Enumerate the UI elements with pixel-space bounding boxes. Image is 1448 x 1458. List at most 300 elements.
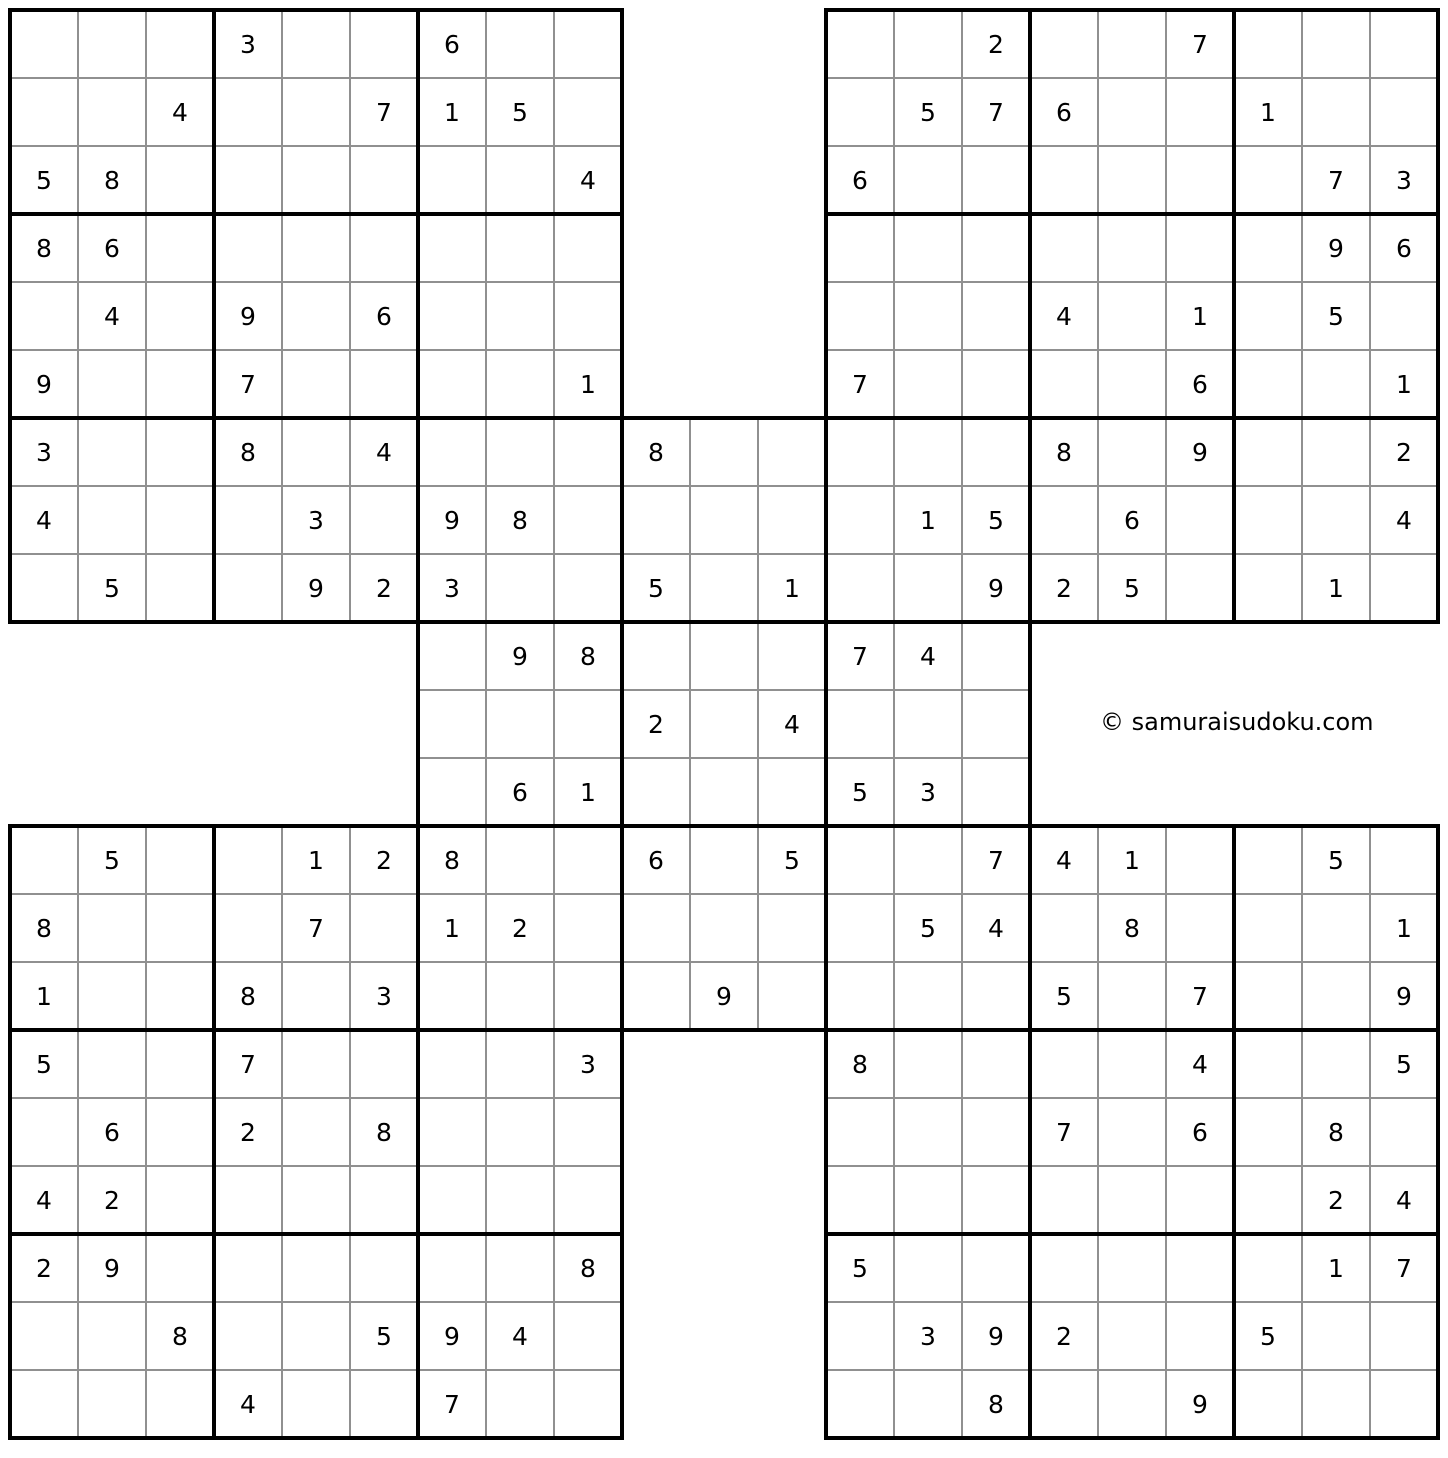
sudoku-cell-r10-c9: 2 — [622, 690, 690, 758]
sudoku-cell-r0-c7[interactable] — [486, 10, 554, 78]
sudoku-cell-r1-c15: 6 — [1030, 78, 1098, 146]
sudoku-cell-r12-c2[interactable] — [146, 826, 214, 894]
sudoku-cell-r15-c2[interactable] — [146, 1030, 214, 1098]
sudoku-cell-r3-c8[interactable] — [554, 214, 622, 282]
sudoku-cell-r9-c8: 8 — [554, 622, 622, 690]
sudoku-cell-r7-c8[interactable] — [554, 486, 622, 554]
sudoku-cell-r13-c8[interactable] — [554, 894, 622, 962]
sudoku-cell-r8-c18[interactable] — [1234, 554, 1302, 622]
sudoku-cell-r7-c6: 9 — [418, 486, 486, 554]
sudoku-cell-r7-c2[interactable] — [146, 486, 214, 554]
sudoku-cell-r12-c1: 5 — [78, 826, 146, 894]
sudoku-cell-r13-c2[interactable] — [146, 894, 214, 962]
sudoku-cell-r8-c19: 1 — [1302, 554, 1370, 622]
sudoku-cell-r2-c6[interactable] — [418, 146, 486, 214]
sudoku-cell-r3-c0: 8 — [10, 214, 78, 282]
sudoku-cell-r3-c1: 6 — [78, 214, 146, 282]
sudoku-cell-r14-c13[interactable] — [894, 962, 962, 1030]
sudoku-cell-r4-c6[interactable] — [418, 282, 486, 350]
sudoku-cell-r14-c10: 9 — [690, 962, 758, 1030]
sudoku-cell-r8-c13[interactable] — [894, 554, 962, 622]
sudoku-cell-r7-c18[interactable] — [1234, 486, 1302, 554]
sudoku-cell-r15-c19[interactable] — [1302, 1030, 1370, 1098]
sudoku-cell-r2-c17[interactable] — [1166, 146, 1234, 214]
sudoku-cell-r7-c4: 3 — [282, 486, 350, 554]
sudoku-cell-r18-c1: 9 — [78, 1234, 146, 1302]
sudoku-cell-r14-c15: 5 — [1030, 962, 1098, 1030]
sudoku-cell-r14-c1[interactable] — [78, 962, 146, 1030]
sudoku-cell-r18-c16[interactable] — [1098, 1234, 1166, 1302]
sudoku-cell-r12-c18[interactable] — [1234, 826, 1302, 894]
sudoku-cell-r12-c19: 5 — [1302, 826, 1370, 894]
sudoku-cell-r13-c12[interactable] — [826, 894, 894, 962]
sudoku-cell-r4-c13[interactable] — [894, 282, 962, 350]
sudoku-cell-r1-c16[interactable] — [1098, 78, 1166, 146]
sudoku-cell-r0-c19[interactable] — [1302, 10, 1370, 78]
sudoku-cell-r13-c1[interactable] — [78, 894, 146, 962]
sudoku-cell-r3-c5[interactable] — [350, 214, 418, 282]
sudoku-cell-r6-c16[interactable] — [1098, 418, 1166, 486]
sudoku-cell-r18-c4[interactable] — [282, 1234, 350, 1302]
sudoku-cell-r4-c4[interactable] — [282, 282, 350, 350]
sudoku-cell-r16-c16[interactable] — [1098, 1098, 1166, 1166]
sudoku-cell-r6-c11[interactable] — [758, 418, 826, 486]
sudoku-cell-r13-c5[interactable] — [350, 894, 418, 962]
sudoku-cell-r20-c18[interactable] — [1234, 1370, 1302, 1438]
sudoku-cell-r17-c14[interactable] — [962, 1166, 1030, 1234]
sudoku-cell-r5-c19[interactable] — [1302, 350, 1370, 418]
sudoku-cell-r16-c20[interactable] — [1370, 1098, 1438, 1166]
sudoku-cell-r17-c3[interactable] — [214, 1166, 282, 1234]
sudoku-cell-r3-c12[interactable] — [826, 214, 894, 282]
sudoku-cell-r3-c16[interactable] — [1098, 214, 1166, 282]
sudoku-cell-r17-c18[interactable] — [1234, 1166, 1302, 1234]
sudoku-cell-r15-c5[interactable] — [350, 1030, 418, 1098]
sudoku-cell-r8-c0[interactable] — [10, 554, 78, 622]
sudoku-cell-r12-c0[interactable] — [10, 826, 78, 894]
sudoku-cell-r18-c3[interactable] — [214, 1234, 282, 1302]
sudoku-cell-r8-c8[interactable] — [554, 554, 622, 622]
sudoku-cell-r14-c4[interactable] — [282, 962, 350, 1030]
sudoku-cell-r5-c2[interactable] — [146, 350, 214, 418]
sudoku-cell-r6-c12[interactable] — [826, 418, 894, 486]
sudoku-cell-r7-c19[interactable] — [1302, 486, 1370, 554]
sudoku-cell-r4-c16[interactable] — [1098, 282, 1166, 350]
sudoku-cell-r2-c0: 5 — [10, 146, 78, 214]
sudoku-cell-r7-c5[interactable] — [350, 486, 418, 554]
sudoku-cell-r17-c15[interactable] — [1030, 1166, 1098, 1234]
sudoku-cell-r19-c12[interactable] — [826, 1302, 894, 1370]
sudoku-cell-r13-c11[interactable] — [758, 894, 826, 962]
sudoku-cell-r14-c19[interactable] — [1302, 962, 1370, 1030]
sudoku-cell-r5-c20: 1 — [1370, 350, 1438, 418]
sudoku-cell-r1-c1[interactable] — [78, 78, 146, 146]
sudoku-cell-r2-c13[interactable] — [894, 146, 962, 214]
sudoku-cell-r18-c14[interactable] — [962, 1234, 1030, 1302]
sudoku-cell-r11-c9[interactable] — [622, 758, 690, 826]
sudoku-cell-r20-c0[interactable] — [10, 1370, 78, 1438]
sudoku-cell-r10-c10[interactable] — [690, 690, 758, 758]
sudoku-cell-r19-c17[interactable] — [1166, 1302, 1234, 1370]
sudoku-cell-r15-c14[interactable] — [962, 1030, 1030, 1098]
sudoku-cell-r5-c1[interactable] — [78, 350, 146, 418]
sudoku-cell-r14-c11[interactable] — [758, 962, 826, 1030]
sudoku-cell-r20-c5[interactable] — [350, 1370, 418, 1438]
sudoku-cell-r5-c6[interactable] — [418, 350, 486, 418]
sudoku-cell-r14-c6[interactable] — [418, 962, 486, 1030]
sudoku-cell-r14-c18[interactable] — [1234, 962, 1302, 1030]
sudoku-cell-r5-c7[interactable] — [486, 350, 554, 418]
sudoku-cell-r9-c12: 7 — [826, 622, 894, 690]
sudoku-cell-r14-c2[interactable] — [146, 962, 214, 1030]
sudoku-cell-r18-c5[interactable] — [350, 1234, 418, 1302]
sudoku-cell-r13-c20: 1 — [1370, 894, 1438, 962]
sudoku-cell-r5-c4[interactable] — [282, 350, 350, 418]
sudoku-cell-r1-c0[interactable] — [10, 78, 78, 146]
sudoku-cell-r20-c7[interactable] — [486, 1370, 554, 1438]
sudoku-cell-r3-c17[interactable] — [1166, 214, 1234, 282]
sudoku-cell-r1-c12[interactable] — [826, 78, 894, 146]
sudoku-cell-r5-c0: 9 — [10, 350, 78, 418]
sudoku-cell-r4-c2[interactable] — [146, 282, 214, 350]
sudoku-cell-r16-c14[interactable] — [962, 1098, 1030, 1166]
sudoku-cell-r18-c7[interactable] — [486, 1234, 554, 1302]
sudoku-cell-r12-c13[interactable] — [894, 826, 962, 894]
sudoku-cell-r7-c9[interactable] — [622, 486, 690, 554]
sudoku-cell-r20-c2[interactable] — [146, 1370, 214, 1438]
sudoku-cell-r8-c17[interactable] — [1166, 554, 1234, 622]
sudoku-cell-r13-c9[interactable] — [622, 894, 690, 962]
sudoku-cell-r12-c6: 8 — [418, 826, 486, 894]
sudoku-cell-r17-c4[interactable] — [282, 1166, 350, 1234]
sudoku-cell-r20-c1[interactable] — [78, 1370, 146, 1438]
sudoku-cell-r3-c4[interactable] — [282, 214, 350, 282]
sudoku-cell-r7-c11[interactable] — [758, 486, 826, 554]
sudoku-cell-r8-c16: 5 — [1098, 554, 1166, 622]
sudoku-cell-r6-c7[interactable] — [486, 418, 554, 486]
sudoku-cell-r15-c4[interactable] — [282, 1030, 350, 1098]
sudoku-cell-r3-c18[interactable] — [1234, 214, 1302, 282]
sudoku-cell-r16-c8[interactable] — [554, 1098, 622, 1166]
sudoku-cell-r16-c15: 7 — [1030, 1098, 1098, 1166]
sudoku-cell-r15-c13[interactable] — [894, 1030, 962, 1098]
sudoku-cell-r3-c13[interactable] — [894, 214, 962, 282]
sudoku-cell-r4-c1: 4 — [78, 282, 146, 350]
sudoku-cell-r10-c14[interactable] — [962, 690, 1030, 758]
sudoku-cell-r17-c16[interactable] — [1098, 1166, 1166, 1234]
sudoku-cell-r5-c5[interactable] — [350, 350, 418, 418]
sudoku-cell-r20-c20[interactable] — [1370, 1370, 1438, 1438]
sudoku-cell-r14-c8[interactable] — [554, 962, 622, 1030]
sudoku-cell-r18-c6[interactable] — [418, 1234, 486, 1302]
sudoku-cell-r14-c7[interactable] — [486, 962, 554, 1030]
sudoku-cell-r15-c18[interactable] — [1234, 1030, 1302, 1098]
sudoku-cell-r9-c11[interactable] — [758, 622, 826, 690]
sudoku-cell-r20-c19[interactable] — [1302, 1370, 1370, 1438]
sudoku-cell-r8-c12[interactable] — [826, 554, 894, 622]
sudoku-cell-r13-c3[interactable] — [214, 894, 282, 962]
sudoku-cell-r6-c10[interactable] — [690, 418, 758, 486]
sudoku-cell-r16-c13[interactable] — [894, 1098, 962, 1166]
sudoku-cell-r14-c9[interactable] — [622, 962, 690, 1030]
sudoku-cell-r19-c4[interactable] — [282, 1302, 350, 1370]
sudoku-cell-r20-c12[interactable] — [826, 1370, 894, 1438]
sudoku-cell-r8-c10[interactable] — [690, 554, 758, 622]
sudoku-cell-r19-c8[interactable] — [554, 1302, 622, 1370]
sudoku-cell-r10-c7[interactable] — [486, 690, 554, 758]
sudoku-cell-r12-c17[interactable] — [1166, 826, 1234, 894]
sudoku-cell-r5-c15[interactable] — [1030, 350, 1098, 418]
sudoku-cell-r1-c4[interactable] — [282, 78, 350, 146]
sudoku-cell-r7-c12[interactable] — [826, 486, 894, 554]
sudoku-cell-r20-c16[interactable] — [1098, 1370, 1166, 1438]
sudoku-cell-r14-c14[interactable] — [962, 962, 1030, 1030]
sudoku-cell-r17-c19: 2 — [1302, 1166, 1370, 1234]
sudoku-cell-r5-c14[interactable] — [962, 350, 1030, 418]
sudoku-cell-r19-c19[interactable] — [1302, 1302, 1370, 1370]
sudoku-cell-r19-c20[interactable] — [1370, 1302, 1438, 1370]
sudoku-cell-r16-c6[interactable] — [418, 1098, 486, 1166]
sudoku-cell-r11-c7: 6 — [486, 758, 554, 826]
sudoku-cell-r17-c2[interactable] — [146, 1166, 214, 1234]
sudoku-cell-r13-c10[interactable] — [690, 894, 758, 962]
sudoku-cell-r20-c13[interactable] — [894, 1370, 962, 1438]
sudoku-cell-r3-c2[interactable] — [146, 214, 214, 282]
sudoku-cell-r4-c8[interactable] — [554, 282, 622, 350]
sudoku-cell-r7-c3[interactable] — [214, 486, 282, 554]
sudoku-cell-r11-c14[interactable] — [962, 758, 1030, 826]
sudoku-cell-r1-c8[interactable] — [554, 78, 622, 146]
sudoku-cell-r15-c6[interactable] — [418, 1030, 486, 1098]
sudoku-cell-r5-c8: 1 — [554, 350, 622, 418]
sudoku-cell-r14-c16[interactable] — [1098, 962, 1166, 1030]
sudoku-cell-r13-c19[interactable] — [1302, 894, 1370, 962]
sudoku-cell-r20-c4[interactable] — [282, 1370, 350, 1438]
sudoku-cell-r18-c18[interactable] — [1234, 1234, 1302, 1302]
sudoku-cell-r9-c14[interactable] — [962, 622, 1030, 690]
sudoku-cell-r4-c14[interactable] — [962, 282, 1030, 350]
sudoku-cell-r3-c3[interactable] — [214, 214, 282, 282]
sudoku-cell-r10-c12[interactable] — [826, 690, 894, 758]
sudoku-cell-r14-c17: 7 — [1166, 962, 1234, 1030]
sudoku-cell-r2-c14[interactable] — [962, 146, 1030, 214]
sudoku-cell-r3-c14[interactable] — [962, 214, 1030, 282]
sudoku-cell-r9-c10[interactable] — [690, 622, 758, 690]
sudoku-cell-r3-c7[interactable] — [486, 214, 554, 282]
sudoku-cell-r17-c8[interactable] — [554, 1166, 622, 1234]
sudoku-cell-r0-c13[interactable] — [894, 10, 962, 78]
sudoku-cell-r10-c6[interactable] — [418, 690, 486, 758]
sudoku-cell-r0-c5[interactable] — [350, 10, 418, 78]
sudoku-cell-r16-c19: 8 — [1302, 1098, 1370, 1166]
sudoku-cell-r6-c3: 8 — [214, 418, 282, 486]
sudoku-cell-r4-c17: 1 — [1166, 282, 1234, 350]
sudoku-cell-r7-c1[interactable] — [78, 486, 146, 554]
sudoku-cell-r0-c16[interactable] — [1098, 10, 1166, 78]
sudoku-cell-r11-c6[interactable] — [418, 758, 486, 826]
sudoku-cell-r7-c15[interactable] — [1030, 486, 1098, 554]
sudoku-cell-r0-c12[interactable] — [826, 10, 894, 78]
sudoku-cell-r2-c15[interactable] — [1030, 146, 1098, 214]
sudoku-cell-r17-c5[interactable] — [350, 1166, 418, 1234]
sudoku-cell-r2-c4[interactable] — [282, 146, 350, 214]
sudoku-cell-r12-c12[interactable] — [826, 826, 894, 894]
sudoku-cell-r0-c8[interactable] — [554, 10, 622, 78]
sudoku-cell-r17-c13[interactable] — [894, 1166, 962, 1234]
sudoku-cell-r0-c20[interactable] — [1370, 10, 1438, 78]
sudoku-cell-r12-c10[interactable] — [690, 826, 758, 894]
sudoku-cell-r12-c3[interactable] — [214, 826, 282, 894]
sudoku-cell-r5-c16[interactable] — [1098, 350, 1166, 418]
sudoku-cell-r0-c18[interactable] — [1234, 10, 1302, 78]
sudoku-cell-r11-c11[interactable] — [758, 758, 826, 826]
sudoku-cell-r13-c17[interactable] — [1166, 894, 1234, 962]
sudoku-cell-r2-c5[interactable] — [350, 146, 418, 214]
sudoku-cell-r3-c15[interactable] — [1030, 214, 1098, 282]
sudoku-cell-r1-c3[interactable] — [214, 78, 282, 146]
sudoku-cell-r5-c18[interactable] — [1234, 350, 1302, 418]
sudoku-cell-r12-c8[interactable] — [554, 826, 622, 894]
sudoku-cell-r6-c19[interactable] — [1302, 418, 1370, 486]
sudoku-cell-r2-c7[interactable] — [486, 146, 554, 214]
sudoku-cell-r17-c6[interactable] — [418, 1166, 486, 1234]
sudoku-cell-r11-c10[interactable] — [690, 758, 758, 826]
sudoku-cell-r16-c12[interactable] — [826, 1098, 894, 1166]
sudoku-cell-r19-c6: 9 — [418, 1302, 486, 1370]
sudoku-cell-r1-c17[interactable] — [1166, 78, 1234, 146]
sudoku-cell-r4-c12[interactable] — [826, 282, 894, 350]
sudoku-cell-r19-c1[interactable] — [78, 1302, 146, 1370]
sudoku-cell-r15-c0: 5 — [10, 1030, 78, 1098]
sudoku-cell-r16-c0[interactable] — [10, 1098, 78, 1166]
sudoku-cell-r8-c7[interactable] — [486, 554, 554, 622]
sudoku-cell-r16-c18[interactable] — [1234, 1098, 1302, 1166]
sudoku-cell-r15-c7[interactable] — [486, 1030, 554, 1098]
sudoku-cell-r6-c15: 8 — [1030, 418, 1098, 486]
sudoku-cell-r15-c3: 7 — [214, 1030, 282, 1098]
sudoku-cell-r6-c13[interactable] — [894, 418, 962, 486]
sudoku-cell-r17-c1: 2 — [78, 1166, 146, 1234]
sudoku-cell-r3-c6[interactable] — [418, 214, 486, 282]
sudoku-cell-r18-c13[interactable] — [894, 1234, 962, 1302]
sudoku-cell-r13-c15[interactable] — [1030, 894, 1098, 962]
sudoku-cell-r11-c8: 1 — [554, 758, 622, 826]
sudoku-cell-r10-c8[interactable] — [554, 690, 622, 758]
sudoku-cell-r4-c0[interactable] — [10, 282, 78, 350]
sudoku-cell-r19-c3[interactable] — [214, 1302, 282, 1370]
sudoku-cell-r10-c13[interactable] — [894, 690, 962, 758]
sudoku-cell-r2-c3[interactable] — [214, 146, 282, 214]
sudoku-cell-r7-c7: 8 — [486, 486, 554, 554]
sudoku-cell-r16-c2[interactable] — [146, 1098, 214, 1166]
sudoku-cell-r1-c19[interactable] — [1302, 78, 1370, 146]
sudoku-cell-r8-c11: 1 — [758, 554, 826, 622]
sudoku-cell-r6-c8[interactable] — [554, 418, 622, 486]
sudoku-cell-r14-c0: 1 — [10, 962, 78, 1030]
sudoku-cell-r0-c1[interactable] — [78, 10, 146, 78]
sudoku-cell-r5-c12: 7 — [826, 350, 894, 418]
sudoku-cell-r16-c3: 2 — [214, 1098, 282, 1166]
sudoku-cell-r6-c1[interactable] — [78, 418, 146, 486]
sudoku-cell-r2-c16[interactable] — [1098, 146, 1166, 214]
sudoku-cell-r6-c4[interactable] — [282, 418, 350, 486]
sudoku-cell-r6-c2[interactable] — [146, 418, 214, 486]
sudoku-cell-r1-c18: 1 — [1234, 78, 1302, 146]
sudoku-cell-r8-c14: 9 — [962, 554, 1030, 622]
sudoku-cell-r0-c0[interactable] — [10, 10, 78, 78]
sudoku-cell-r7-c10[interactable] — [690, 486, 758, 554]
sudoku-cell-r4-c18[interactable] — [1234, 282, 1302, 350]
sudoku-cell-r6-c9: 8 — [622, 418, 690, 486]
sudoku-cell-r18-c17[interactable] — [1166, 1234, 1234, 1302]
sudoku-cell-r9-c13: 4 — [894, 622, 962, 690]
sudoku-cell-r1-c20[interactable] — [1370, 78, 1438, 146]
sudoku-cell-r13-c18[interactable] — [1234, 894, 1302, 962]
sudoku-cell-r17-c7[interactable] — [486, 1166, 554, 1234]
sudoku-cell-r20-c8[interactable] — [554, 1370, 622, 1438]
sudoku-cell-r1-c13: 5 — [894, 78, 962, 146]
sudoku-cell-r12-c7[interactable] — [486, 826, 554, 894]
sudoku-cell-r4-c3: 9 — [214, 282, 282, 350]
sudoku-cell-r18-c12: 5 — [826, 1234, 894, 1302]
sudoku-cell-r6-c14[interactable] — [962, 418, 1030, 486]
sudoku-cell-r18-c2[interactable] — [146, 1234, 214, 1302]
sudoku-cell-r15-c1[interactable] — [78, 1030, 146, 1098]
sudoku-cell-r0-c4[interactable] — [282, 10, 350, 78]
sudoku-cell-r17-c20: 4 — [1370, 1166, 1438, 1234]
sudoku-cell-r19-c0[interactable] — [10, 1302, 78, 1370]
sudoku-cell-r15-c17: 4 — [1166, 1030, 1234, 1098]
sudoku-cell-r2-c2[interactable] — [146, 146, 214, 214]
sudoku-cell-r6-c18[interactable] — [1234, 418, 1302, 486]
sudoku-cell-r17-c17[interactable] — [1166, 1166, 1234, 1234]
sudoku-cell-r7-c17[interactable] — [1166, 486, 1234, 554]
sudoku-cell-r18-c15[interactable] — [1030, 1234, 1098, 1302]
sudoku-cell-r5-c13[interactable] — [894, 350, 962, 418]
sudoku-cell-r15-c15[interactable] — [1030, 1030, 1098, 1098]
sudoku-cell-r4-c5: 6 — [350, 282, 418, 350]
sudoku-cell-r20-c14: 8 — [962, 1370, 1030, 1438]
sudoku-cell-r20-c15[interactable] — [1030, 1370, 1098, 1438]
sudoku-cell-r9-c9[interactable] — [622, 622, 690, 690]
sudoku-cell-r14-c3: 8 — [214, 962, 282, 1030]
sudoku-cell-r8-c20[interactable] — [1370, 554, 1438, 622]
sudoku-cell-r12-c11: 5 — [758, 826, 826, 894]
sudoku-cell-r4-c7[interactable] — [486, 282, 554, 350]
sudoku-cell-r19-c16[interactable] — [1098, 1302, 1166, 1370]
sudoku-cell-r4-c20[interactable] — [1370, 282, 1438, 350]
sudoku-cell-r0-c15[interactable] — [1030, 10, 1098, 78]
sudoku-cell-r4-c19: 5 — [1302, 282, 1370, 350]
sudoku-cell-r12-c20[interactable] — [1370, 826, 1438, 894]
sudoku-cell-r16-c4[interactable] — [282, 1098, 350, 1166]
sudoku-cell-r9-c6[interactable] — [418, 622, 486, 690]
sudoku-cell-r0-c2[interactable] — [146, 10, 214, 78]
sudoku-cell-r6-c6[interactable] — [418, 418, 486, 486]
sudoku-cell-r17-c12[interactable] — [826, 1166, 894, 1234]
sudoku-cell-r8-c3[interactable] — [214, 554, 282, 622]
sudoku-cell-r8-c2[interactable] — [146, 554, 214, 622]
sudoku-cell-r2-c18[interactable] — [1234, 146, 1302, 214]
sudoku-cell-r14-c12[interactable] — [826, 962, 894, 1030]
sudoku-cell-r10-c11: 4 — [758, 690, 826, 758]
sudoku-cell-r15-c16[interactable] — [1098, 1030, 1166, 1098]
sudoku-cell-r3-c20: 6 — [1370, 214, 1438, 282]
sudoku-cell-r20-c17: 9 — [1166, 1370, 1234, 1438]
sudoku-cell-r16-c7[interactable] — [486, 1098, 554, 1166]
sudoku-cell-r13-c0: 8 — [10, 894, 78, 962]
sudoku-cell-r16-c1: 6 — [78, 1098, 146, 1166]
